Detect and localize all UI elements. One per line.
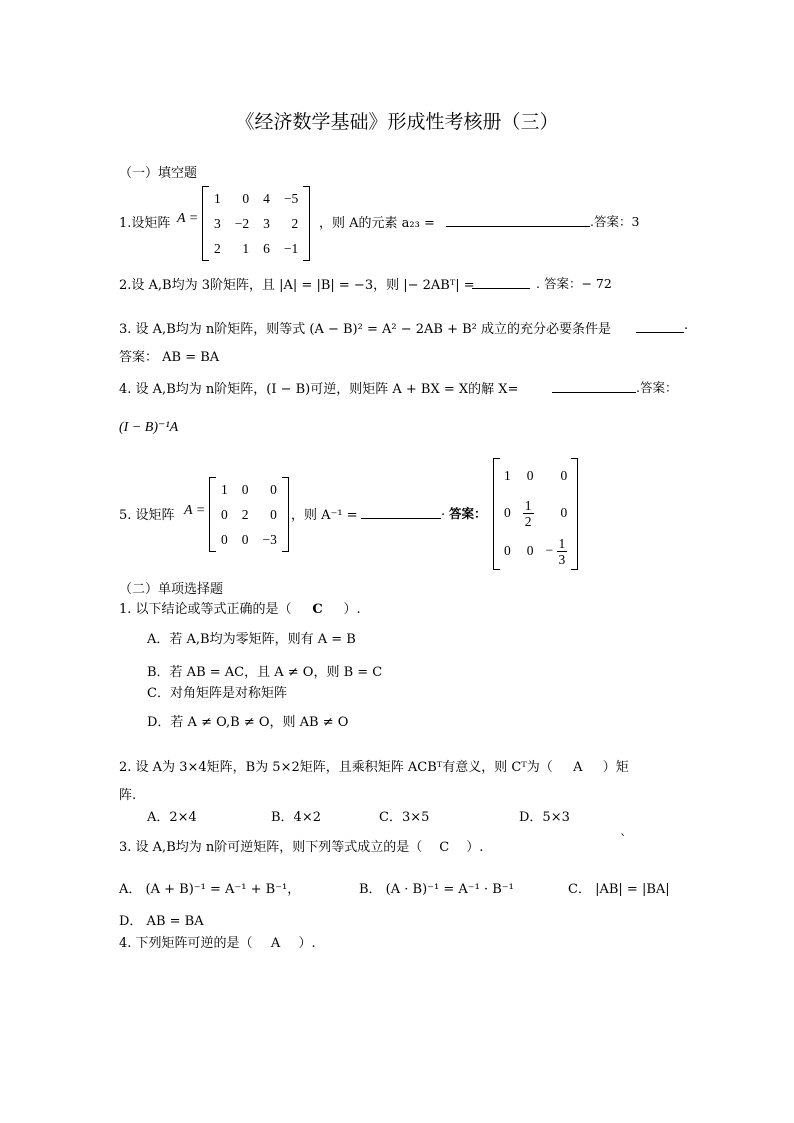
q5-matrix (209, 477, 289, 552)
q1-cell: 1 (214, 190, 221, 206)
q5-cell: −3 (262, 531, 277, 547)
q1-cell: 3 (214, 215, 221, 231)
c2-choice: A (573, 760, 583, 775)
q5-cell: 0 (221, 531, 228, 547)
c3-option-a: A． (A + B)⁻¹ = A⁻¹ + B⁻¹， (119, 882, 301, 897)
q1-cell: −2 (234, 215, 250, 231)
c2-stem: 2. 设 A为 3×4矩阵，B为 5×2矩阵，且乘积矩阵 ACBᵀ有意义，则 Cᵀ为（ A ）矩 (119, 760, 629, 775)
q1-matrix (202, 186, 310, 261)
q1-blank (446, 212, 590, 227)
q5-answer-matrix: 1 0 0 0 $\frac{1}{2}$ 0 0 0 − $\frac{1}{3}$ (493, 458, 578, 570)
c3-stem: 3. 设 A,B均为 n阶可逆矩阵，则下列等式成立的是（ C ）. (119, 840, 484, 855)
page-title: 《经济数学基础》形成性考核册（三） (235, 111, 559, 133)
c1-stem: 1. 以下结论或等式正确的是（ C ）. (119, 602, 361, 617)
q1-cell: 4 (263, 190, 270, 206)
q1-cell: 2 (214, 240, 221, 256)
q1-matrix-name: A = (177, 211, 199, 226)
q3-end: . (684, 318, 689, 333)
q5-cell: 0 (241, 481, 249, 497)
c1-choice: C (312, 602, 323, 617)
q5-cell: 0 (270, 506, 277, 522)
q1-cell: 2 (291, 215, 299, 231)
c1-option-a: A．若 A,B均为零矩阵，则有 A = B (147, 632, 356, 647)
q3-answer: 答案： AB = BA (119, 350, 220, 365)
c1-option-d: D．若 A ≠ O,B ≠ O，则 AB ≠ O (147, 715, 349, 730)
c2-stem-line2: 阵. (119, 788, 137, 803)
q5-cell: 0 (221, 506, 228, 522)
c4-stem: 4. 下列矩阵可逆的是（ A ）. (119, 936, 316, 951)
q3-blank (636, 318, 684, 333)
q2-blank (472, 274, 530, 289)
q5-matrix-name: A = (184, 503, 206, 518)
stray-mark: ` (620, 833, 627, 848)
q1-cell: −5 (283, 190, 299, 206)
c3-choice: C (439, 840, 450, 855)
c1-option-c: C．对角矩阵是对称矩阵 (147, 686, 287, 701)
q2-text: 2.设 A,B均为 3阶矩阵，且 |A| = |B| = −3，则 |− 2ABᵀ| = (119, 278, 475, 293)
section-single-choice-heading: （二）单项选择题 (119, 582, 224, 597)
q4-answer: (I − B)⁻¹A (119, 420, 179, 435)
c3-option-d: D． AB = BA (119, 914, 204, 929)
q1-prefix: 1.设矩阵 (119, 216, 171, 231)
q5-cell: 2 (241, 506, 249, 522)
c2-option-c: C．3×5 (379, 810, 430, 825)
q1-cell: 1 (242, 240, 250, 256)
c2-option-b: B．4×2 (271, 810, 321, 825)
q5-cell: 0 (241, 531, 249, 547)
q5-blank (361, 504, 441, 519)
q5-prefix: 5. 设矩阵 (119, 508, 175, 523)
section-fill-blank-heading: （一）填空题 (119, 166, 198, 181)
q4-blank (552, 378, 636, 393)
q5-cell: 1 (221, 481, 228, 497)
q1-cell: −1 (283, 240, 299, 256)
q4-answer-label: .答案： (636, 380, 678, 395)
q1-answer: .答案：3 (590, 214, 640, 229)
c1-option-b: B．若 AB = AC，且 A ≠ O，则 B = C (147, 665, 383, 680)
q3-text: 3. 设 A,B均为 n阶矩阵，则等式 (A − B)² = A² − 2AB + B² 成立的充分必要条件是 (119, 322, 612, 337)
c4-choice: A (270, 936, 281, 951)
q1-cell: 3 (263, 215, 270, 231)
q5-cell: 0 (270, 481, 277, 497)
q5-mid: ，则 A⁻¹ = (291, 508, 358, 523)
q1-cell: 0 (242, 190, 250, 206)
c3-option-b: B． (A · B)⁻¹ = A⁻¹ · B⁻¹ (359, 882, 514, 897)
q4-text: 4. 设 A,B均为 n阶矩阵，(I − B)可逆，则矩阵 A + BX = X的解 X= (119, 382, 519, 397)
q1-cell: 6 (263, 240, 270, 256)
q5-answer-label: 答案： (449, 506, 487, 521)
c2-option-d: D．5×3 (519, 810, 570, 825)
c2-option-a: A．2×4 (147, 810, 197, 825)
q1-mid: ，则 A的元素 a₂₃ = (319, 216, 435, 231)
q5-end: . (441, 504, 446, 519)
q2-answer: . 答案：− 72 (536, 276, 612, 291)
c3-option-c: C． |AB| = |BA| (568, 882, 670, 897)
